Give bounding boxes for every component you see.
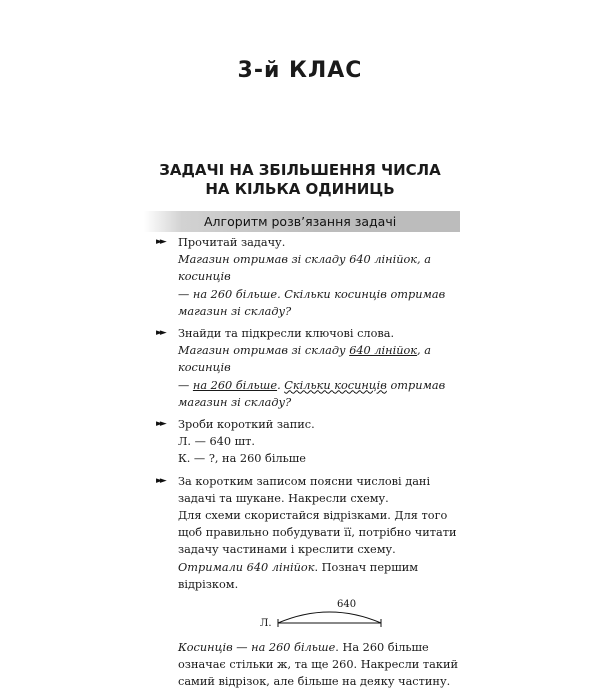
- short-record-line-2: К. — ?, на 260 більше: [178, 452, 306, 466]
- key-word-question: Скільки косинців: [284, 378, 387, 392]
- segment-arc: [278, 612, 381, 623]
- algorithm-title: Алгоритм розв’язання задачі: [204, 214, 397, 229]
- double-arrow-icon: ►►: [156, 328, 164, 339]
- key-word-260: на 260 більше: [192, 378, 278, 392]
- scheme-hint: Для схеми скористайся відрізками. Для того щоб правильно побудувати її, потрібно читати задачу частинами і креслити схему.: [178, 509, 457, 557]
- step-scheme: [150, 473, 466, 691]
- key-word-640: 640 лінійок: [349, 344, 418, 358]
- step-short-record: [150, 416, 466, 468]
- segment-value: 640: [337, 599, 357, 611]
- scheme-first-part: Отримали 640 лінійок. Познач першим відрізком.: [178, 560, 419, 591]
- section-title: [0, 161, 600, 199]
- section-title-line-1: ЗАДАЧІ НА ЗБІЛЬШЕННЯ ЧИСЛА: [159, 161, 441, 179]
- double-arrow-icon: ►►: [156, 419, 164, 430]
- final-paragraph: Косинців — на 260 більше. На 260 більше означає стільки ж, та ще 260. Накресли такий самий відрізок, але більше на деяку частину.: [178, 641, 459, 689]
- problem-text: Магазин отримав зі складу 640 лінійок, а косинців — на 260 більше. Скільки косинців отримав магазин зі складу?: [178, 253, 446, 318]
- chapter-heading: 3-й КЛАС: [237, 58, 363, 83]
- double-arrow-icon: ►►: [156, 237, 164, 247]
- step-instruction: Знайди та підкресли ключові слова.: [178, 327, 395, 341]
- problem-text-underlined: Магазин отримав зі складу 640 лінійок, а косинців — на 260 більше. Скільки косинців отримав магазин зі складу?: [178, 344, 446, 409]
- step-key-words: [150, 325, 466, 411]
- section-title-line-2: НА КІЛЬКА ОДИНИЦЬ: [205, 180, 395, 198]
- double-arrow-icon: ►►: [156, 475, 164, 486]
- segment-letter: Л.: [260, 618, 272, 630]
- step-instruction: За коротким записом поясни числові дані задачі та шукане. Накресли схему.: [178, 474, 431, 505]
- step-read: [150, 234, 466, 320]
- algorithm-steps: [150, 234, 466, 691]
- step-instruction: Прочитай задачу.: [178, 236, 286, 249]
- step-instruction: Зроби короткий запис.: [178, 418, 315, 432]
- short-record-line-1: Л. — 640 шт.: [178, 435, 255, 449]
